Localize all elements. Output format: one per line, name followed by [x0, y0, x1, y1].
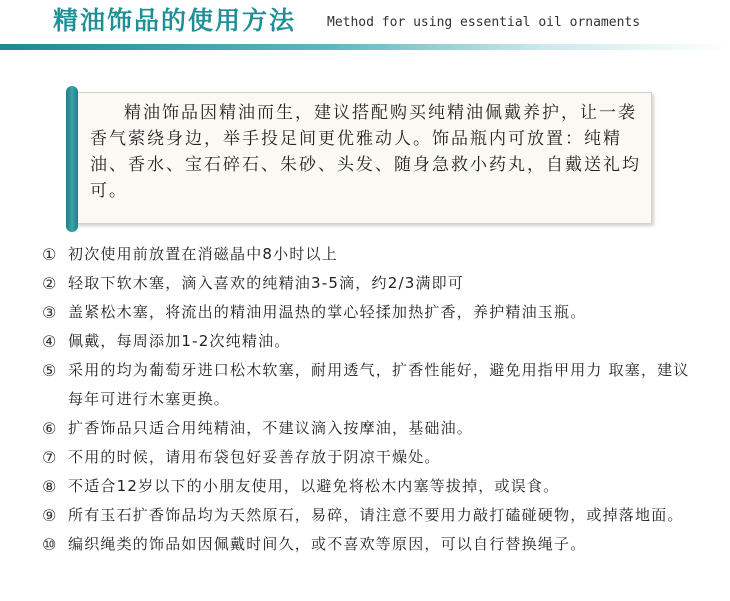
list-item — [42, 530, 702, 559]
list-item — [42, 269, 702, 298]
step-number: ① — [42, 245, 57, 264]
list-item — [42, 443, 702, 472]
list-item — [42, 298, 702, 327]
list-item — [42, 414, 702, 443]
step-number: ⑤ — [42, 361, 57, 380]
list-item — [42, 472, 702, 501]
step-text: 轻取下软木塞，滴入喜欢的纯精油3-5滴，约2/3满即可 — [68, 274, 465, 292]
page-header — [0, 0, 730, 50]
intro-accent-bar — [66, 86, 78, 232]
step-text: 佩戴，每周添加1-2次纯精油。 — [68, 332, 291, 350]
step-number: ⑧ — [42, 477, 57, 496]
step-text: 不适合12岁以下的小朋友使用，以避免将松木内塞等拔掉，或误食。 — [68, 477, 560, 495]
step-text: 不用的时候，请用布袋包好妥善存放于阴凉干燥处。 — [68, 448, 441, 466]
intro-text: 精油饰品因精油而生，建议搭配购买纯精油佩戴养护，让一袭香气萦绕身边，举手投足间更优雅动人。饰品瓶内可放置：纯精油、香水、宝石碎石、朱砂、头发、随身急救小药丸，自戴送礼均可。 — [90, 103, 641, 201]
step-text: 初次使用前放置在消磁晶中8小时以上 — [68, 245, 338, 263]
page-subtitle-english: Method for using essential oil ornaments — [327, 15, 641, 30]
header-divider — [0, 44, 730, 50]
list-item — [42, 356, 702, 414]
step-number: ④ — [42, 332, 57, 351]
step-number: ⑩ — [42, 535, 57, 554]
instruction-list — [42, 240, 702, 559]
step-number: ⑦ — [42, 448, 57, 467]
step-text: 采用的均为葡萄牙进口松木软塞，耐用透气，扩香性能好，避免用指甲用力 取塞，建议每年可进行木塞更换。 — [68, 361, 690, 408]
page-title: 精油饰品的使用方法 — [53, 6, 297, 35]
step-number: ⑥ — [42, 419, 57, 438]
list-item — [42, 327, 702, 356]
step-number: ⑨ — [42, 506, 57, 525]
step-text: 所有玉石扩香饰品均为天然原石，易碎，请注意不要用力敲打磕碰硬物，或掉落地面。 — [68, 506, 684, 524]
step-text: 编织绳类的饰品如因佩戴时间久，或不喜欢等原因，可以自行替换绳子。 — [68, 535, 587, 553]
step-text: 扩香饰品只适合用纯精油，不建议滴入按摩油，基础油。 — [68, 419, 474, 437]
step-number: ② — [42, 274, 57, 293]
step-number: ③ — [42, 303, 57, 322]
step-text: 盖紧松木塞，将流出的精油用温热的掌心轻揉加热扩香，养护精油玉瓶。 — [68, 303, 587, 321]
list-item — [42, 501, 702, 530]
list-item — [42, 240, 702, 269]
